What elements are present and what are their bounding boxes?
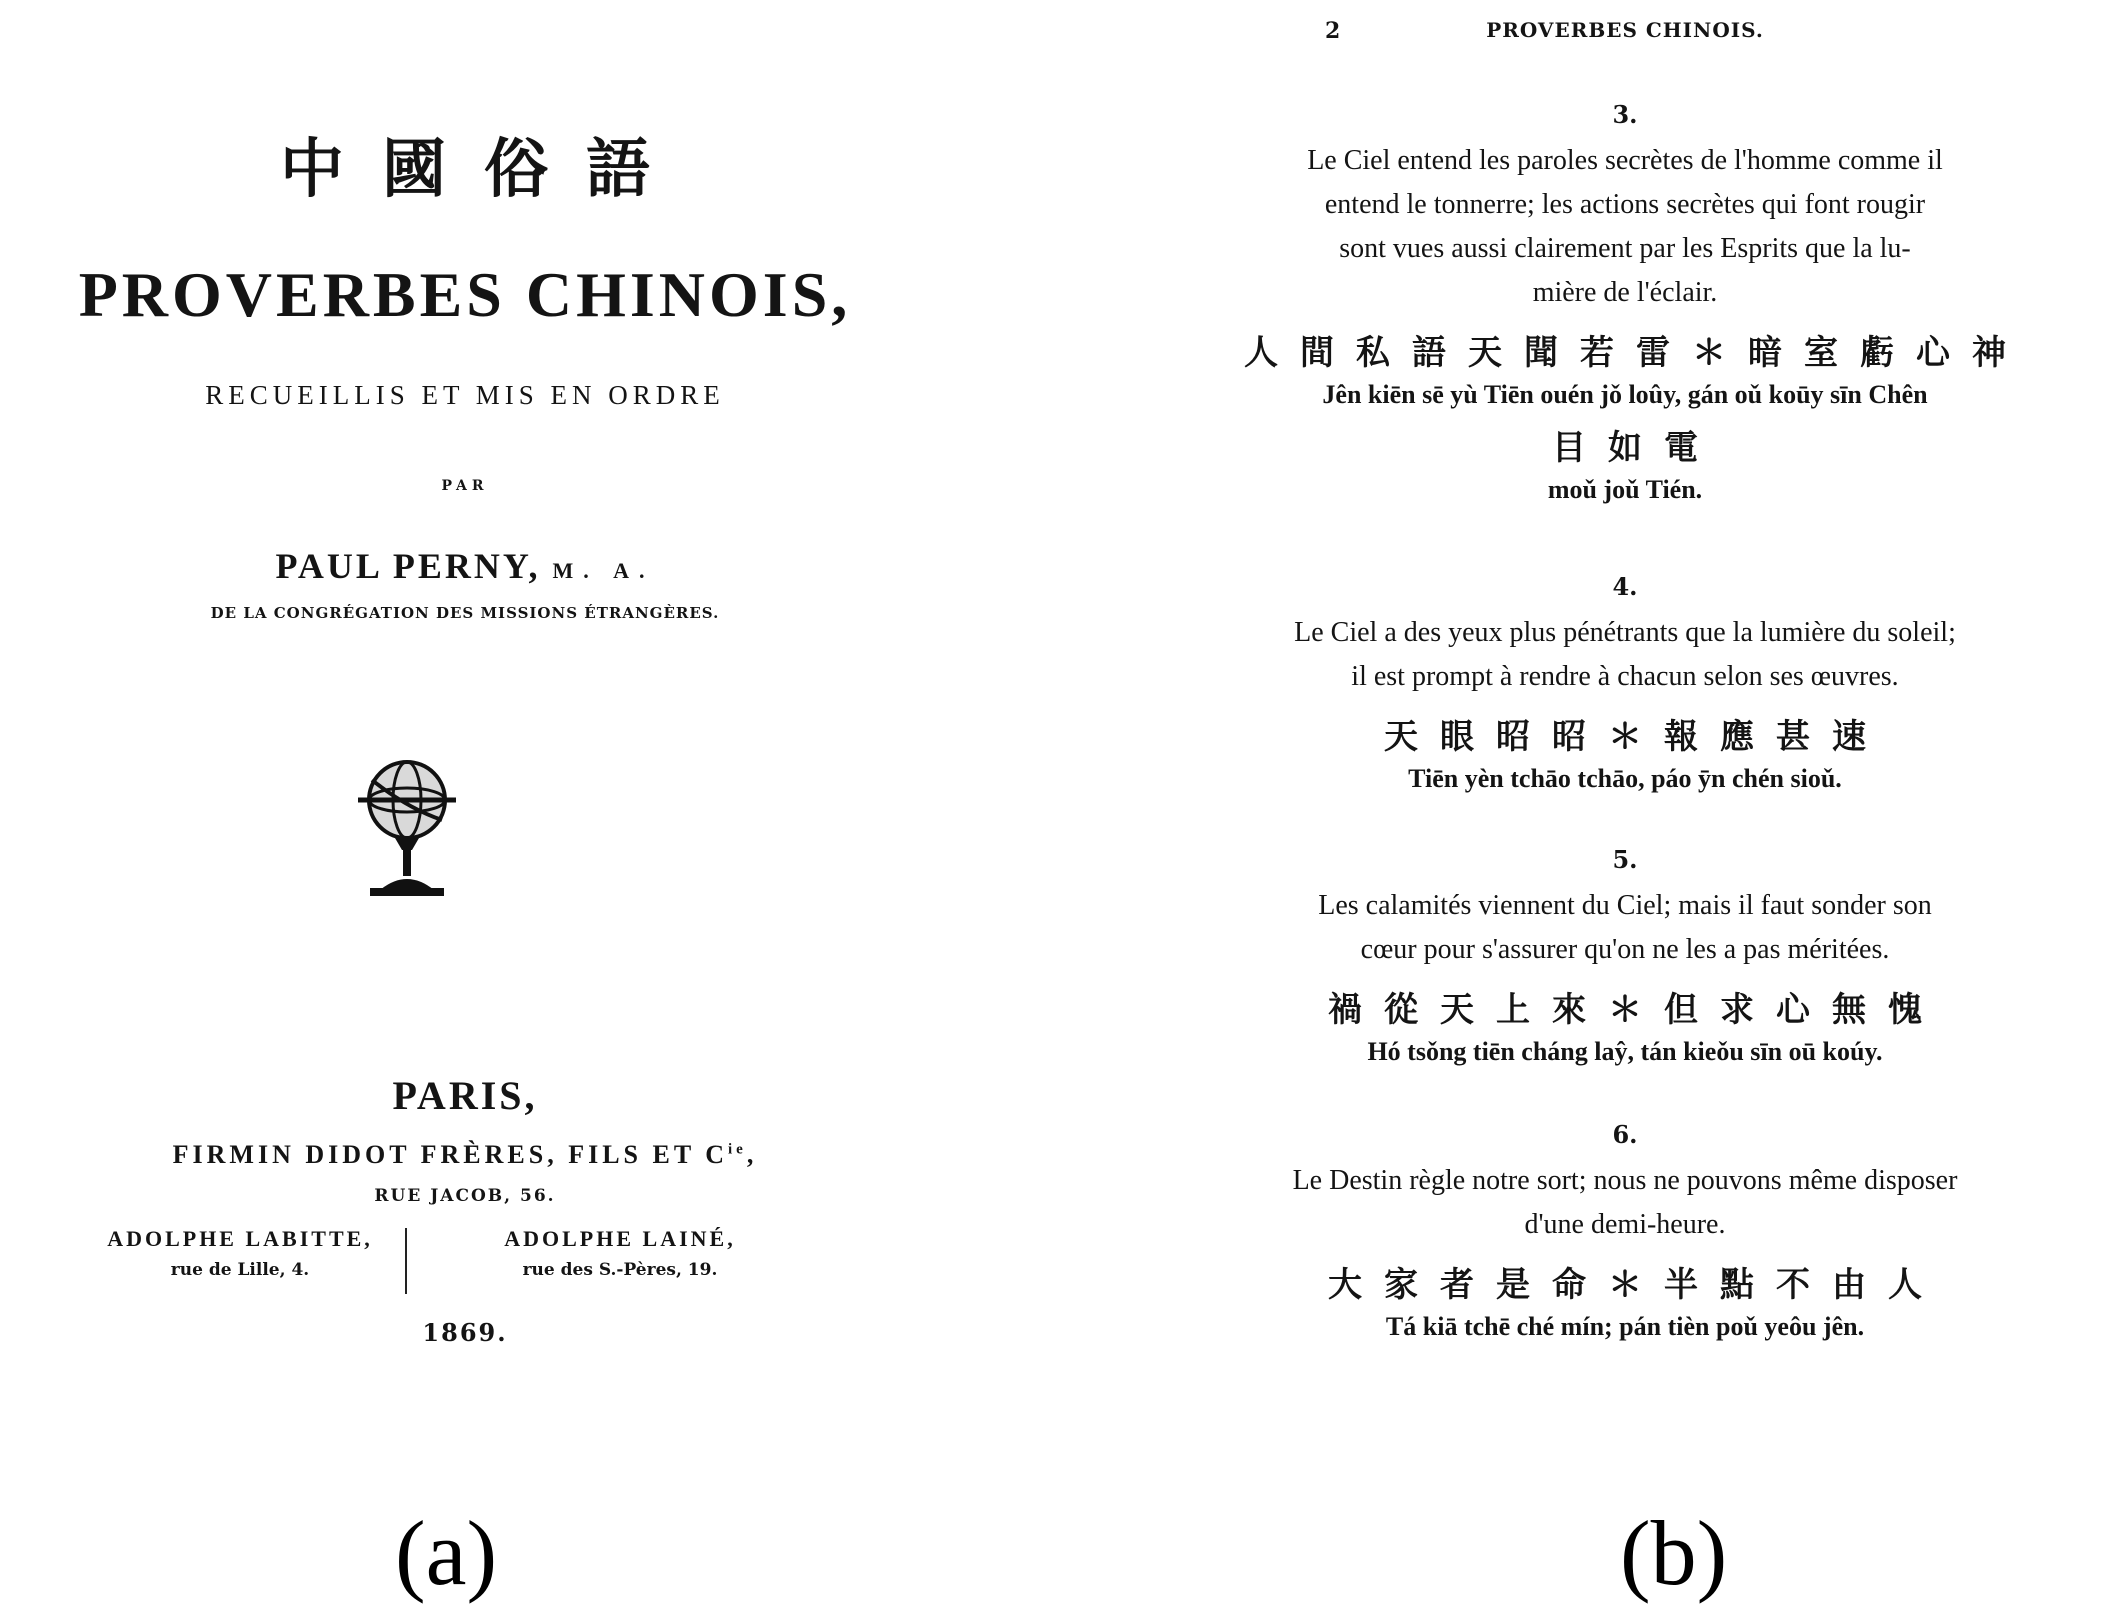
- french-line: Le Destin règle notre sort; nous ne pouvons même disposer: [1292, 1165, 1958, 1196]
- french-line: mière de l'éclair.: [1532, 277, 1718, 308]
- city: PARIS,: [392, 1073, 538, 1118]
- publisher-left-name: ADOLPHE LABITTE,: [107, 1226, 373, 1251]
- french-line: sont vues aussi clairement par les Esprits que la lu-: [1339, 233, 1911, 264]
- proverb-entry: [1140, 845, 2110, 1067]
- armillary-globe-icon: [350, 750, 465, 900]
- book-title: PROVERBES CHINOIS,: [78, 259, 852, 330]
- romanization-line: Tá kiā tchē ché mín; pán tièn poǔ yeôu jên.: [1385, 1312, 1865, 1341]
- page-number: 2: [1325, 18, 1341, 44]
- proverb-entry: [1140, 100, 2110, 505]
- cjk-title: 中國俗語: [280, 132, 688, 207]
- publisher-left-street: rue de Lille, 4.: [170, 1260, 310, 1280]
- french-line: entend le tonnerre; les actions secrètes qui font rougir: [1324, 189, 1926, 220]
- publisher: FIRMIN DIDOT FRÈRES, FILS ET $C^{ie}$,: [172, 1140, 758, 1169]
- proverb-number: 6.: [1612, 1120, 1638, 1149]
- by-line: PAR: [441, 478, 489, 494]
- author-degree: M. A.: [552, 558, 655, 583]
- author-name: PAUL PERNY,: [275, 546, 541, 586]
- year: 1869.: [422, 1318, 508, 1347]
- subtitle: RECUEILLIS ET MIS EN ORDRE: [205, 380, 725, 410]
- publisher-right: [450, 1226, 790, 1280]
- publisher-left: [70, 1226, 410, 1280]
- french-line: cœur pour s'assurer qu'on ne les a pas méritées.: [1360, 934, 1890, 965]
- chinese-line: 禍從天上來＊但求心無愧: [1328, 990, 1944, 1030]
- proverb-entry: [1140, 572, 2110, 794]
- author: [0, 545, 930, 587]
- caption-a: (a): [395, 1502, 498, 1604]
- proverbs-page: [1140, 0, 2110, 1400]
- french-line: Les calamités viennent du Ciel; mais il faut sonder son: [1318, 890, 1932, 921]
- french-line: d'une demi-heure.: [1524, 1209, 1726, 1240]
- publisher-address: RUE JACOB, 56.: [374, 1186, 556, 1206]
- french-line: Le Ciel entend les paroles secrètes de l'homme comme il: [1307, 145, 1943, 176]
- chinese-line: 天眼昭昭＊報應甚速: [1384, 717, 1888, 757]
- french-line: il est prompt à rendre à chacun selon ses œuvres.: [1351, 661, 1899, 692]
- french-line: Le Ciel a des yeux plus pénétrants que la lumière du soleil;: [1294, 617, 1956, 648]
- romanization-line: Hó tsǒng tiēn cháng laŷ, tán kieǒu sīn oū koúy.: [1367, 1037, 1883, 1066]
- romanization-line: Jên kiēn sē yù Tiēn ouén jǒ loûy, gán oǔ koūy sīn Chên: [1322, 380, 1928, 409]
- congregation: DE LA CONGRÉGATION DES MISSIONS ÉTRANGÈRES.: [210, 604, 720, 622]
- proverb-number: 5.: [1612, 845, 1638, 874]
- chinese-line: 人間私語天聞若雷＊暗室虧心神: [1244, 333, 2028, 373]
- romanization-line: Tiēn yèn tchāo tchāo, páo ȳn chén sioǔ.: [1408, 764, 1842, 793]
- divider: [405, 1228, 407, 1294]
- caption-b: (b): [1620, 1502, 1728, 1604]
- publisher-right-street: rue des S.-Pères, 19.: [522, 1260, 718, 1280]
- publisher-right-name: ADOLPHE LAINÉ,: [504, 1226, 736, 1251]
- proverb-number: 3.: [1612, 100, 1638, 129]
- running-title: PROVERBES CHINOIS.: [1486, 18, 1764, 42]
- chinese-line: 目如電: [1552, 428, 1720, 468]
- proverb-number: 4.: [1612, 572, 1638, 601]
- chinese-line: 大家者是命＊半點不由人: [1328, 1265, 1944, 1305]
- proverb-entry: [1140, 1120, 2110, 1342]
- romanization-line: moǔ joǔ Tién.: [1547, 475, 1703, 504]
- title-page: [0, 0, 930, 1400]
